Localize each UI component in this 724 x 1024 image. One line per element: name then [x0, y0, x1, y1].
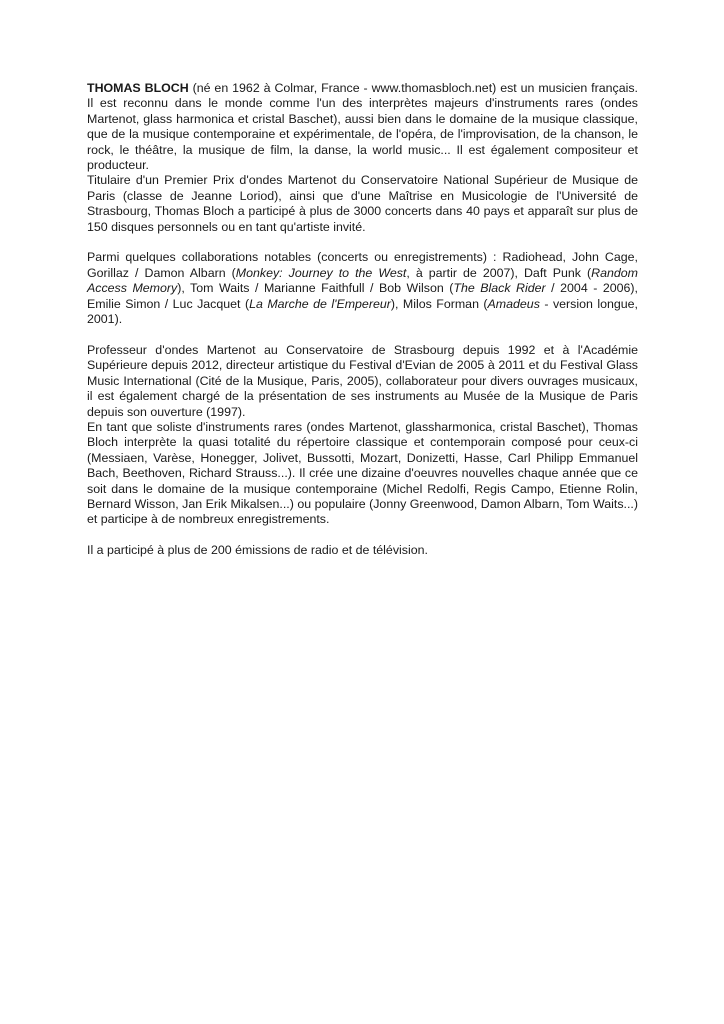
collab-title: La Marche de l'Empereur — [249, 296, 391, 311]
paragraph-teaching: Professeur d'ondes Martenot au Conservatoire de Strasbourg depuis 1992 et à l'Académie Supérieure depuis 2012, directeur artistique du Festival d'Evian de 2005 à 2011 et du Festival Glass Music International (Cité de la Musique, Paris, 2005), collaborateur pour divers ouvrages musicaux, il est également chargé de la présentation de ses instruments au Musée de la Musique de Paris depuis son ouverture (1997). — [87, 342, 638, 419]
collab-title: Random Access Memory — [87, 265, 638, 296]
collab-text: Parmi quelques collaborations notables (concerts ou enregistrements) : Radiohead, John Cage, Gorillaz / Damon Albarn ( — [87, 250, 638, 280]
collab-text: ), Milos Forman ( — [390, 296, 488, 311]
collab-text: - version longue, 2001). — [87, 296, 638, 327]
collab-title: Amadeus — [487, 296, 540, 311]
paragraph-education: Titulaire d'un Premier Prix d'ondes Martenot du Conservatoire National Supérieur de Musique de Paris (classe de Jeanne Loriod), ainsi que d'une Maîtrise en Musicologie de l'Université de Strasbourg, Thomas Bloch a participé à plus de 3000 concerts dans 40 pays et apparaît sur plus de 150 disques personnels ou en tant qu'artiste invité. — [87, 173, 638, 234]
paragraph-media: Il a participé à plus de 200 émissions de radio et de télévision. — [87, 543, 428, 558]
paragraph-spacer — [87, 528, 638, 543]
artist-name: THOMAS BLOCH — [87, 81, 189, 95]
collab-text: / 2004 - 2006), Emilie Simon / Luc Jacquet ( — [87, 281, 638, 311]
paragraph-spacer — [87, 235, 638, 250]
collab-text: , à partir de 2007), Daft Punk ( — [406, 265, 592, 280]
paragraph-intro — [87, 81, 638, 173]
intro-text: (né en 1962 à Colmar, France - www.thomasbloch.net) est un musicien français. Il est reconnu dans le monde comme l'un des interprètes majeurs d'instruments rares (ondes Martenot, glass harmonica et cristal Baschet), aussi bien dans le domaine de la musique classique, que de la musique contemporaine et expérimentale, de l'opéra, de l'improvisation, de la chanson, le rock, le théâtre, la musique de film, la danse, la world music... Il est également compositeur et producteur. — [87, 81, 638, 173]
collab-title: Monkey: Journey to the West — [235, 265, 407, 280]
document-body — [87, 81, 638, 559]
paragraph-collaborations — [87, 250, 638, 327]
paragraph-spacer — [87, 327, 638, 342]
collab-title: The Black Rider — [453, 281, 546, 296]
collab-text: ), Tom Waits / Marianne Faithfull / Bob Wilson ( — [177, 281, 454, 296]
paragraph-soloist: En tant que soliste d'instruments rares (ondes Martenot, glassharmonica, cristal Baschet), Thomas Bloch interprète la quasi totalité du répertoire classique et contemporain composé pour ceux-ci (Messiaen, Varèse, Honegger, Jolivet, Bussotti, Mozart, Donizetti, Hasse, Carl Philipp Emmanuel Bach, Beethoven, Richard Strauss...). Il crée une dizaine d'oeuvres nouvelles chaque année que ce soit dans le domaine de la musique contemporaine (Michel Redolfi, Regis Campo, Etienne Rolin, Bernard Wisson, Jan Erik Mikalsen...) ou populaire (Jonny Greenwood, Damon Albarn, Tom Waits...) et participe à de nombreux enregistrements. — [87, 419, 638, 527]
